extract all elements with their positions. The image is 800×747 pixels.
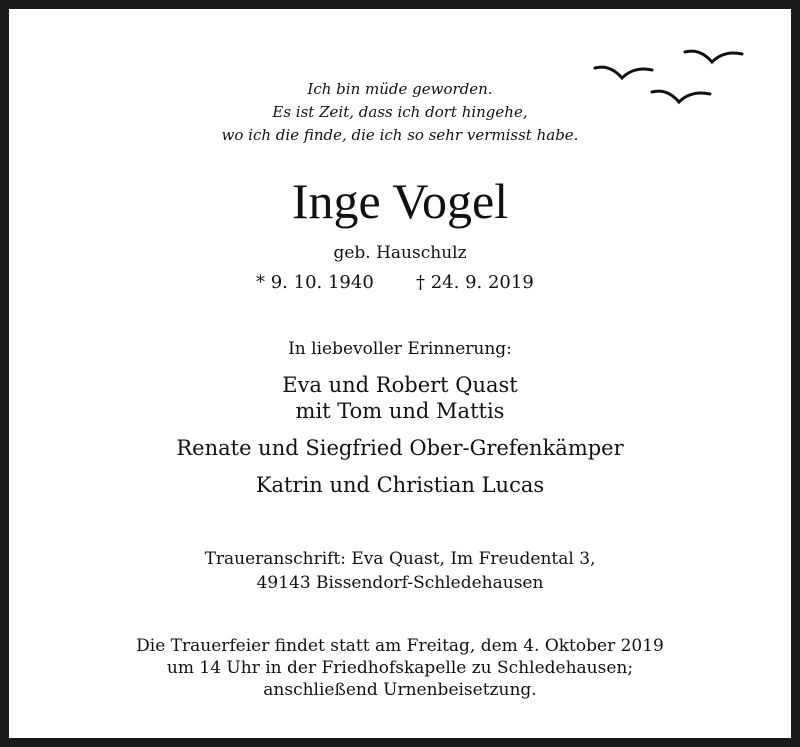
mourner-line: Katrin und Christian Lucas — [255, 473, 545, 497]
poem-line: Es ist Zeit, dass ich dort hingehe, — [272, 103, 528, 121]
address-line: 49143 Bissendorf-Schledehausen — [256, 573, 544, 593]
ceremony-line: anschließend Urnenbeisetzung. — [263, 680, 537, 700]
life-dates — [0, 270, 800, 296]
ceremony-line: um 14 Uhr in der Friedhofskapelle zu Schledehausen; — [166, 658, 634, 678]
deceased-name: Inge Vogel — [291, 173, 509, 229]
poem-line: wo ich die finde, die ich so sehr vermisst habe. — [221, 126, 579, 144]
birth-date: * 9. 10. 1940 — [256, 272, 374, 293]
poem-line: Ich bin müde geworden. — [307, 80, 493, 98]
maiden-name: geb. Hauschulz — [333, 243, 467, 263]
mourner-line: Renate und Siegfried Ober-Grefenkämper — [176, 436, 624, 460]
address-line: Traueranschrift: Eva Quast, Im Freudental 3, — [204, 549, 596, 569]
death-date: † 24. 9. 2019 — [416, 272, 534, 293]
ceremony-line: Die Trauerfeier findet statt am Freitag, dem 4. Oktober 2019 — [136, 636, 664, 656]
memory-heading: In liebevoller Erinnerung: — [288, 339, 512, 359]
mourner-line: Eva und Robert Quast — [282, 373, 518, 397]
mourner-line: mit Tom und Mattis — [295, 399, 505, 423]
